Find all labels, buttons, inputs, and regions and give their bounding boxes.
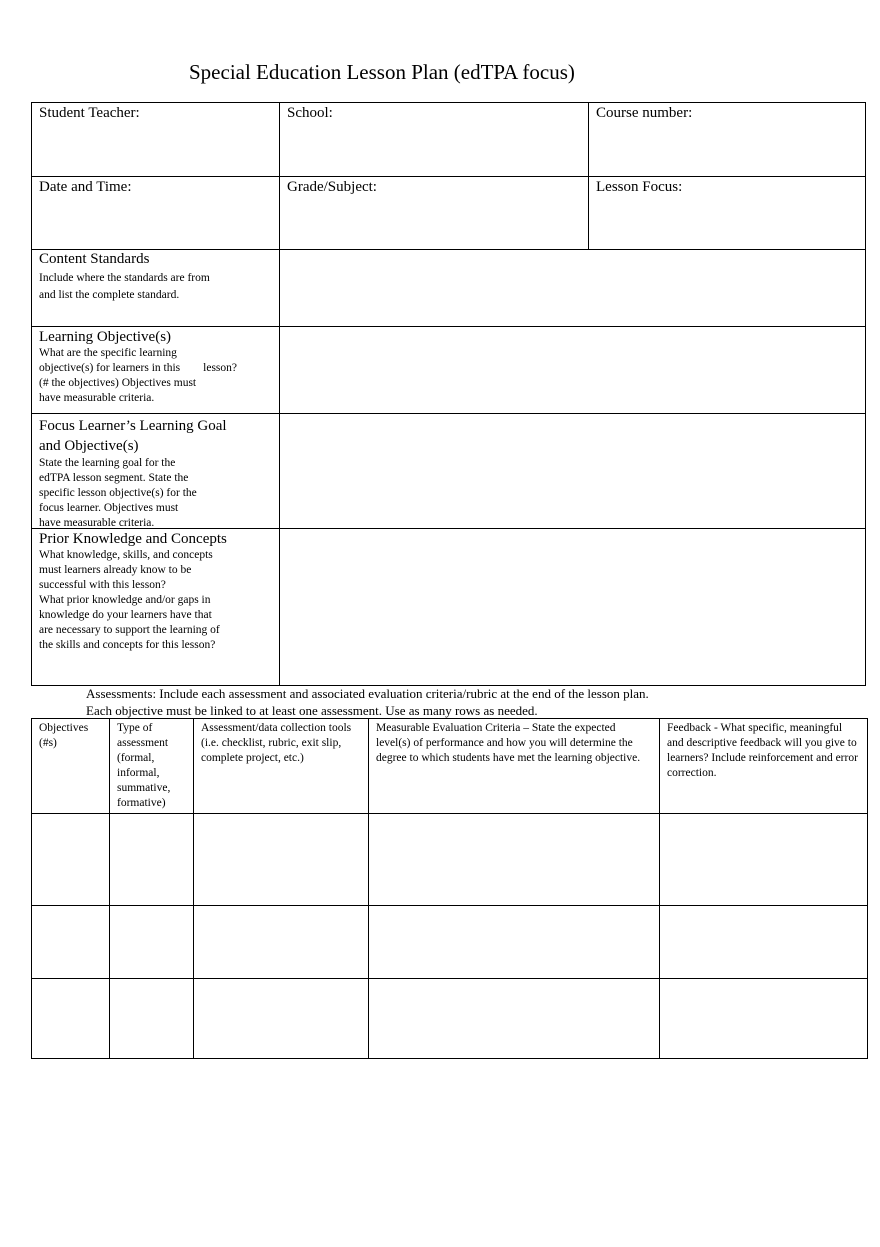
table-row xyxy=(32,814,868,906)
learning-objectives-input[interactable] xyxy=(279,326,866,414)
prior-knowledge-hint-7: the skills and concepts for this lesson? xyxy=(39,639,216,651)
header-evaluation-criteria: Measurable Evaluation Criteria – State the expected level(s) of performance and how you will determine the degree to which students have met the learning objective. xyxy=(369,719,660,814)
assessment-table xyxy=(31,718,868,1059)
content-standards-label-cell xyxy=(31,249,280,327)
focus-learner-hint-2: edTPA lesson segment. State the xyxy=(39,472,189,484)
table-row xyxy=(32,979,868,1059)
content-standards-input[interactable] xyxy=(279,249,866,327)
focus-learner-hint-1: State the learning goal for the xyxy=(39,457,176,469)
assessment-note-line-1: Assessments: Include each assessment and associated evaluation criteria/rubric at the end of the lesson plan. xyxy=(86,686,649,701)
table-cell[interactable] xyxy=(660,906,868,979)
table-cell[interactable] xyxy=(194,814,369,906)
header-collection-tools: Assessment/data collection tools (i.e. checklist, rubric, exit slip, complete project, etc.) xyxy=(194,719,369,814)
learning-objectives-hint-2: objective(s) for learners in this lesson? xyxy=(39,362,237,375)
learning-objectives-hint-1: What are the specific learning xyxy=(39,347,177,360)
course-number-label: Course number: xyxy=(596,105,693,121)
learning-objectives-label-cell xyxy=(31,326,280,414)
focus-learner-input[interactable] xyxy=(279,413,866,529)
header-feedback: Feedback - What specific, meaningful and descriptive feedback will you give to learners? Include reinforcement and error correction. xyxy=(660,719,868,814)
focus-learner-hint-4: focus learner. Objectives must xyxy=(39,502,179,514)
grade-subject-field[interactable] xyxy=(279,176,589,250)
student-teacher-field[interactable] xyxy=(31,102,280,177)
school-field[interactable] xyxy=(279,102,589,177)
student-teacher-label: Student Teacher: xyxy=(39,105,140,121)
table-cell[interactable] xyxy=(194,979,369,1059)
page-title: Special Education Lesson Plan (edTPA focus) xyxy=(189,60,575,84)
table-row xyxy=(32,906,868,979)
table-cell[interactable] xyxy=(32,814,110,906)
header-objectives: Objectives (#s) xyxy=(32,719,110,814)
header-type-of-assessment: Type of assessment (formal, informal, summative, formative) xyxy=(110,719,194,814)
school-label: School: xyxy=(287,105,333,121)
learning-objectives-heading: Learning Objective(s) xyxy=(39,329,172,345)
prior-knowledge-hint-5: knowledge do your learners have that xyxy=(39,609,212,621)
prior-knowledge-label-cell xyxy=(31,528,280,686)
table-cell[interactable] xyxy=(32,906,110,979)
date-time-field[interactable] xyxy=(31,176,280,250)
table-cell[interactable] xyxy=(369,979,660,1059)
prior-knowledge-heading: Prior Knowledge and Concepts xyxy=(39,531,227,547)
prior-knowledge-input[interactable] xyxy=(279,528,866,686)
lesson-focus-field[interactable] xyxy=(588,176,866,250)
grade-subject-label: Grade/Subject: xyxy=(287,179,377,195)
assessment-header-row xyxy=(32,719,868,814)
content-standards-hint-2: and list the complete standard. xyxy=(39,289,180,302)
course-number-field[interactable] xyxy=(588,102,866,177)
date-time-label: Date and Time: xyxy=(39,179,132,195)
table-cell[interactable] xyxy=(32,979,110,1059)
prior-knowledge-hint-2: must learners already know to be xyxy=(39,564,192,576)
learning-objectives-hint-4: have measurable criteria. xyxy=(39,392,155,405)
assessment-note-line-2: Each objective must be linked to at least one assessment. Use as many rows as needed. xyxy=(86,703,538,718)
prior-knowledge-hint-3: successful with this lesson? xyxy=(39,579,166,591)
lesson-focus-label: Lesson Focus: xyxy=(596,179,683,195)
focus-learner-hint-5: have measurable criteria. xyxy=(39,517,155,529)
table-cell[interactable] xyxy=(660,979,868,1059)
table-cell[interactable] xyxy=(369,906,660,979)
content-standards-hint-1: Include where the standards are from xyxy=(39,272,210,285)
table-cell[interactable] xyxy=(660,814,868,906)
prior-knowledge-hint-6: are necessary to support the learning of xyxy=(39,624,220,636)
prior-knowledge-hint-4: What prior knowledge and/or gaps in xyxy=(39,594,211,606)
table-cell[interactable] xyxy=(110,814,194,906)
table-cell[interactable] xyxy=(194,906,369,979)
table-cell[interactable] xyxy=(110,979,194,1059)
table-cell[interactable] xyxy=(110,906,194,979)
table-cell[interactable] xyxy=(369,814,660,906)
prior-knowledge-hint-1: What knowledge, skills, and concepts xyxy=(39,549,213,561)
content-standards-heading: Content Standards xyxy=(39,251,150,267)
focus-learner-hint-3: specific lesson objective(s) for the xyxy=(39,487,197,499)
focus-learner-heading: Focus Learner’s Learning Goal and Objective(s) xyxy=(39,418,227,454)
focus-learner-label-cell xyxy=(31,413,280,529)
learning-objectives-hint-3: (# the objectives) Objectives must xyxy=(39,377,197,390)
